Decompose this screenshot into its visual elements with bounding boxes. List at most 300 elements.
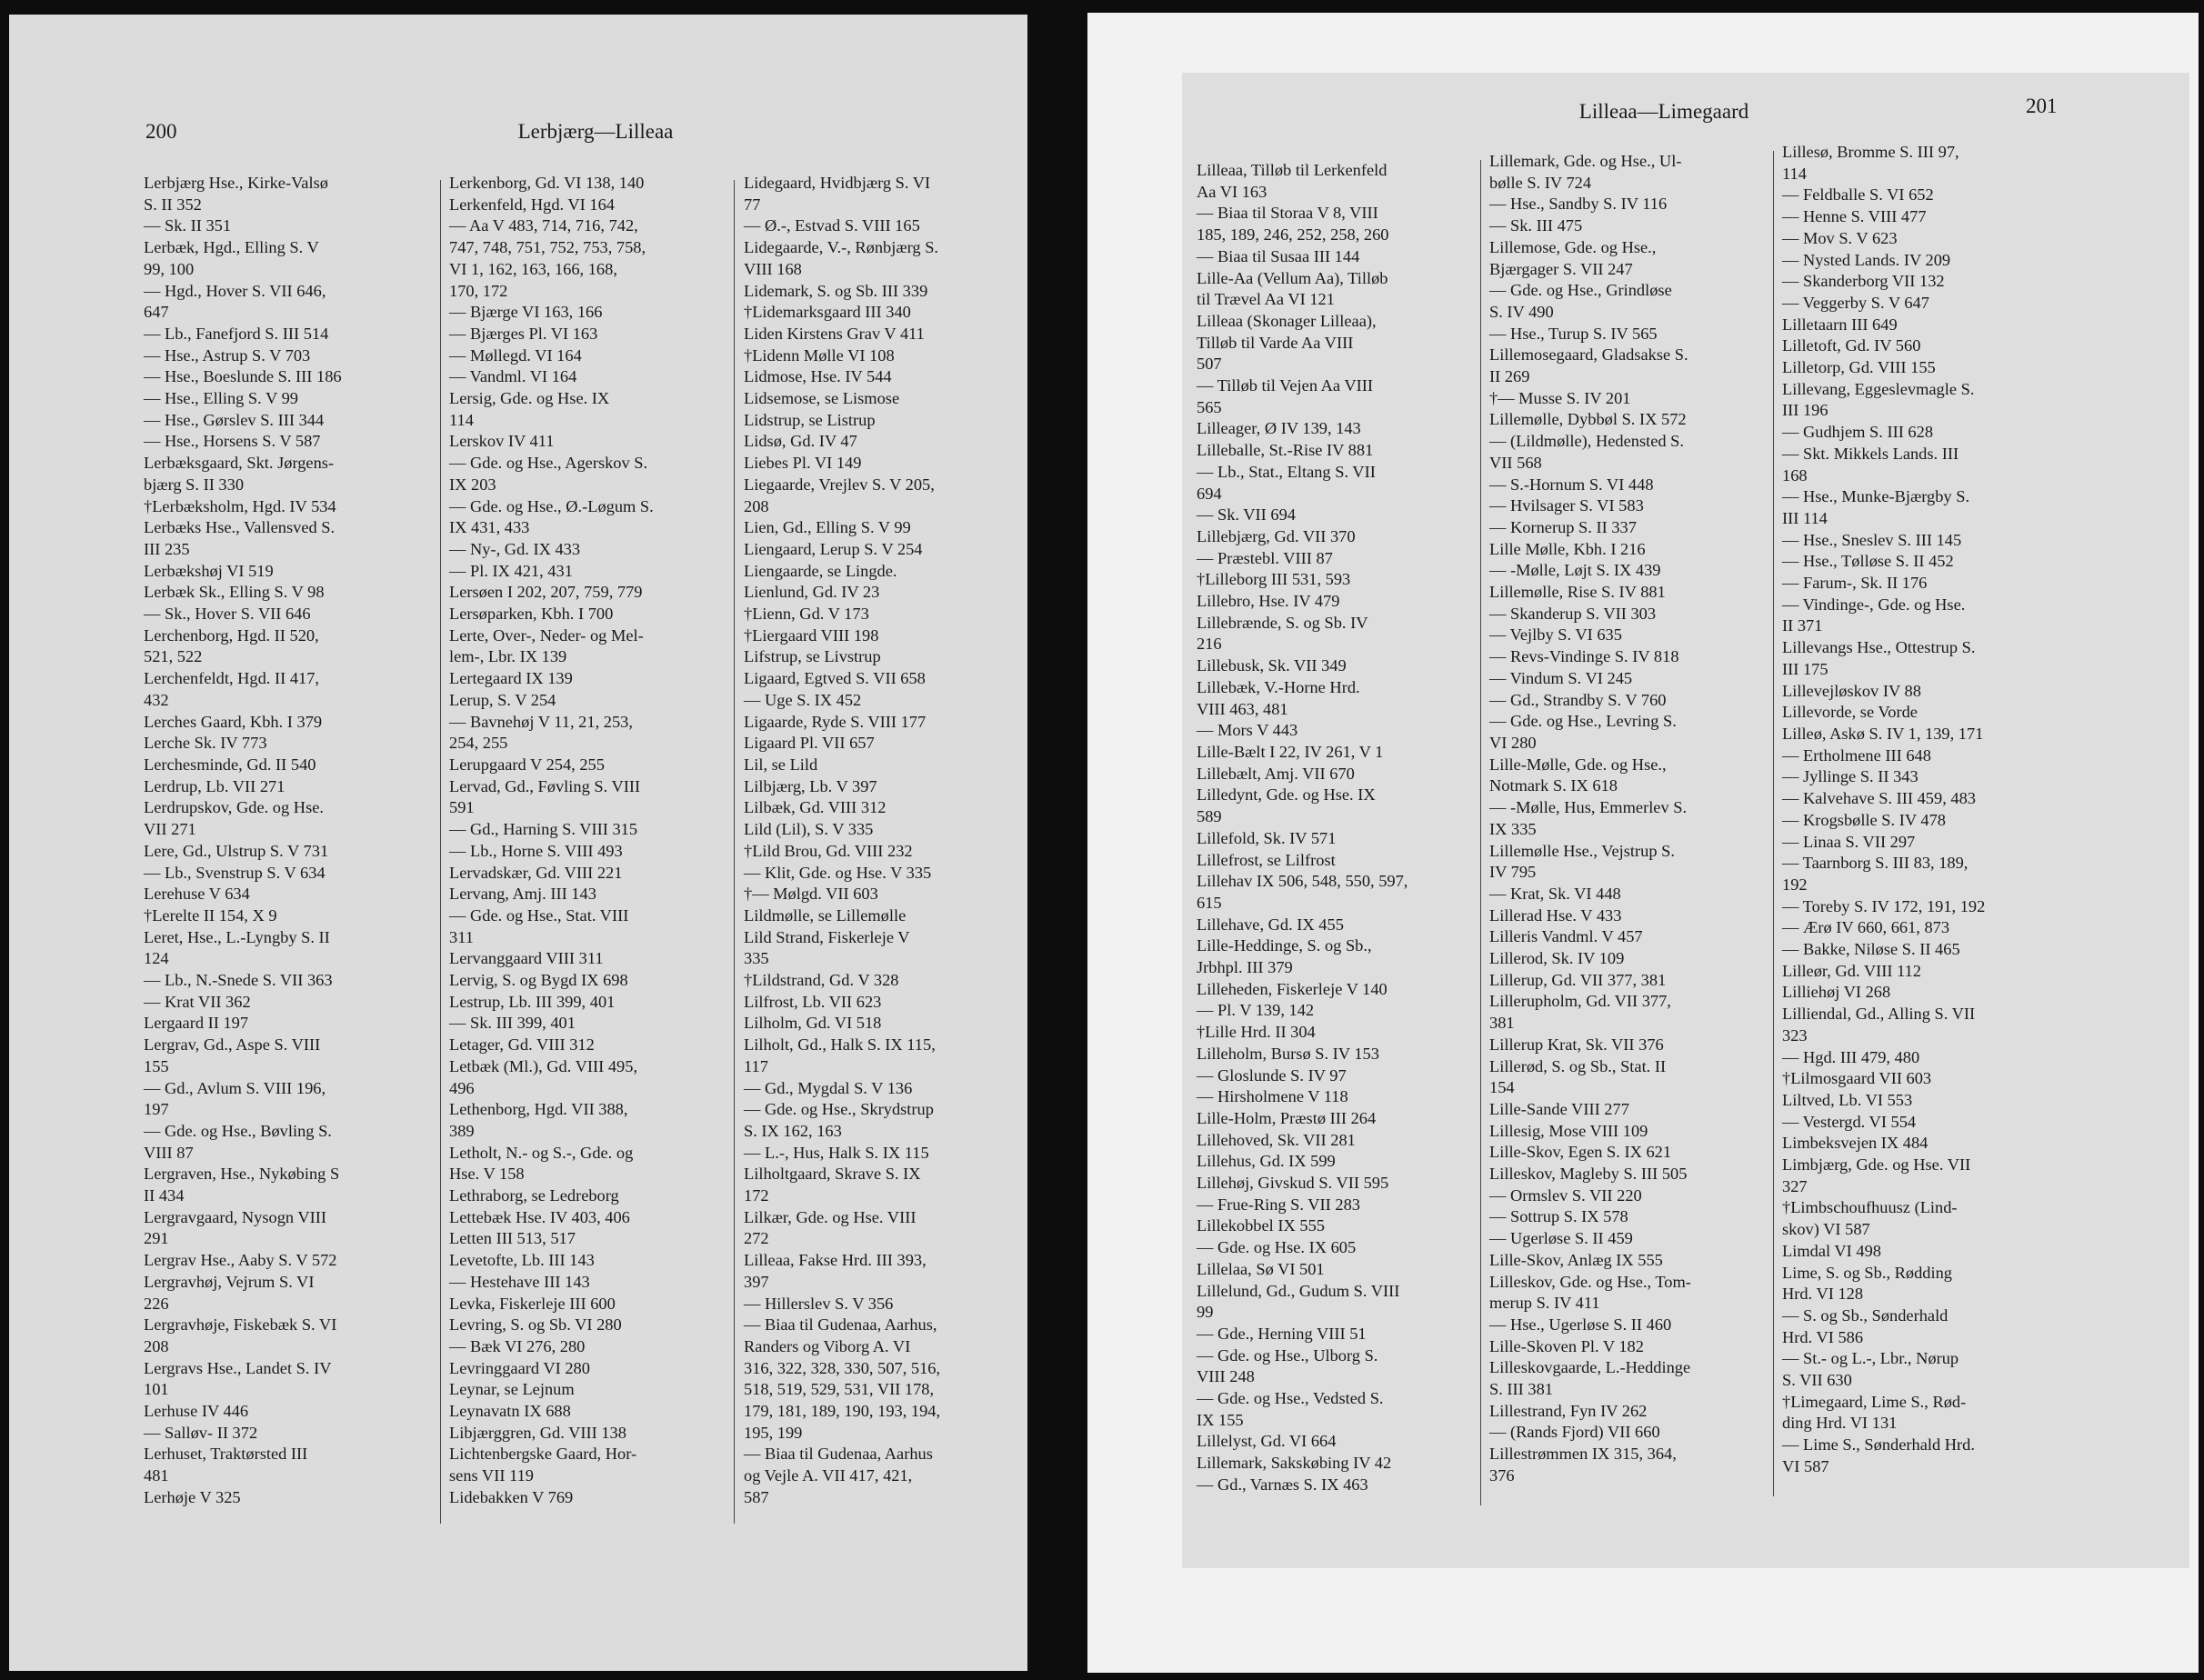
index-line: Lilleskov, Magleby S. III 505 — [1489, 1165, 1688, 1184]
index-line: Lillefold, Sk. IV 571 — [1197, 828, 1337, 847]
index-line: Lillemark, Sakskøbing IV 42 — [1197, 1454, 1392, 1473]
index-line: Letbæk (Ml.), Gd. VIII 495, — [449, 1056, 638, 1075]
index-line: Lillehave, Gd. IX 455 — [1197, 915, 1344, 934]
index-line: Lillehøj, Givskud S. VII 595 — [1197, 1174, 1389, 1193]
index-line: Lille-Skov, Anlæg IX 555 — [1489, 1250, 1663, 1269]
index-line: Lerehuse V 634 — [144, 885, 250, 904]
index-line: 647 — [144, 303, 169, 322]
index-line: — Gde. og Hse., Skrydstrup — [744, 1100, 934, 1119]
index-line: Lild Strand, Fiskerleje V — [744, 927, 910, 946]
index-line: Lilledynt, Gde. og Hse. IX — [1197, 785, 1376, 805]
running-header: Lerbjærg—Lilleaa — [517, 120, 674, 143]
index-line: Liengaarde, se Lingde. — [744, 561, 897, 580]
index-line: 615 — [1197, 893, 1222, 912]
index-line: — Biaa til Gudenaa, Aarhus — [744, 1445, 933, 1464]
index-line: Lille-Bælt I 22, IV 261, V 1 — [1197, 742, 1384, 761]
index-line: Lillemølle Hse., Vejstrup S. — [1489, 841, 1675, 860]
index-line: — Ugerløse S. II 459 — [1489, 1229, 1633, 1248]
index-line: Lillerup, Gd. VII 377, 381 — [1489, 970, 1667, 989]
index-line: — Gde. og Hse., Grindløse — [1489, 281, 1672, 300]
left-page — [9, 15, 1027, 1671]
index-line: Lethenborg, Hgd. VII 388, — [449, 1100, 628, 1119]
index-line: Lilleballe, St.-Rise IV 881 — [1197, 441, 1374, 460]
index-line: — Hgd., Hover S. VII 646, — [144, 281, 326, 300]
index-column-2 — [449, 173, 654, 1509]
index-line: — Hestehave III 143 — [449, 1272, 590, 1291]
index-line: Lergravgaard, Nysogn VIII — [144, 1207, 327, 1226]
index-line: Lerbæks Hse., Vallensved S. — [144, 518, 336, 537]
index-line: Levetofte, Lb. III 143 — [449, 1251, 595, 1270]
index-line: — Hse., Munke-Bjærgby S. — [1782, 487, 1970, 506]
index-line: Lerhuset, Traktørsted III — [144, 1445, 308, 1464]
index-line: Lerchenfeldt, Hgd. II 417, — [144, 669, 320, 688]
index-line: Aa VI 163 — [1197, 182, 1267, 201]
index-line: Lerupgaard V 254, 255 — [449, 755, 605, 774]
index-line: — Bavnehøj V 11, 21, 253, — [449, 712, 633, 731]
index-line: — Kornerup S. II 337 — [1489, 517, 1637, 536]
running-header: Lilleaa—Limegaard — [1578, 100, 1749, 123]
index-line: Lestrup, Lb. III 399, 401 — [449, 992, 616, 1011]
index-line: 591 — [449, 798, 475, 817]
index-line: — Ormslev S. VII 220 — [1489, 1185, 1642, 1205]
index-line: — Sk. II 351 — [144, 216, 232, 235]
index-line: og Vejle A. VII 417, 421, — [744, 1466, 913, 1485]
index-line: Lergravs Hse., Landet S. IV — [144, 1358, 332, 1377]
index-line: Tilløb til Varde Aa VIII — [1197, 333, 1354, 352]
index-line: Lidstrup, se Listrup — [744, 410, 876, 429]
index-line: — -Mølle, Hus, Emmerlev S. — [1489, 798, 1688, 817]
index-line: — Skt. Mikkels Lands. III — [1782, 444, 1959, 463]
index-line: — Gde., Herning VIII 51 — [1197, 1324, 1367, 1343]
index-line: Limdal VI 498 — [1782, 1241, 1881, 1260]
index-line: Lien, Gd., Elling S. V 99 — [744, 518, 911, 537]
index-line: — Salløv- II 372 — [144, 1423, 258, 1442]
index-line: Lilleskovgaarde, L.-Heddinge — [1489, 1358, 1691, 1377]
index-line: IV 795 — [1489, 863, 1537, 882]
index-line: Lergaard II 197 — [144, 1014, 249, 1033]
index-column-3 — [1782, 142, 1985, 1478]
index-line: — Hse., Astrup S. V 703 — [144, 345, 311, 365]
index-line: — Hgd. III 479, 480 — [1782, 1047, 1920, 1066]
index-line: Lillemark, Gde. og Hse., Ul- — [1489, 152, 1682, 170]
index-line: Lilbjærg, Lb. V 397 — [744, 776, 877, 795]
index-line: Lime, S. og Sb., Rødding — [1782, 1263, 1952, 1282]
index-line: Leynar, se Lejnum — [449, 1380, 575, 1399]
index-line: Hrd. VI 586 — [1782, 1327, 1864, 1346]
index-line: 432 — [144, 690, 169, 709]
index-line: lem-, Lbr. IX 139 — [449, 647, 567, 666]
index-line: 170, 172 — [449, 281, 508, 300]
index-line: 99, 100 — [144, 259, 195, 278]
index-line: — Pl. IX 421, 431 — [449, 561, 573, 580]
index-line: Lergravhøj, Vejrum S. VI — [144, 1272, 315, 1291]
index-line: Lervig, S. og Bygd IX 698 — [449, 971, 628, 990]
index-line: — Gd., Varnæs S. IX 463 — [1197, 1475, 1368, 1494]
index-line: Lersig, Gde. og Hse. IX — [449, 389, 610, 408]
index-line: Lidegaarde, V.-, Rønbjærg S. — [744, 238, 939, 257]
index-line: — (Lildmølle), Hedensted S. — [1489, 432, 1685, 451]
index-line: Hrd. VI 128 — [1782, 1285, 1864, 1304]
index-line: 587 — [744, 1487, 769, 1506]
index-line: Lilleskov, Gde. og Hse., Tom- — [1489, 1272, 1691, 1291]
index-line: 694 — [1197, 484, 1222, 503]
index-line: 376 — [1489, 1465, 1515, 1485]
index-line: Lille-Skoven Pl. V 182 — [1489, 1336, 1644, 1355]
index-line: Liden Kirstens Grav V 411 — [744, 324, 925, 343]
index-line: Lilleris Vandml. V 457 — [1489, 927, 1643, 946]
index-line: Lerchenborg, Hgd. II 520, — [144, 625, 319, 645]
index-line: — Taarnborg S. III 83, 189, — [1782, 854, 1969, 873]
index-line: Lillesig, Mose VIII 109 — [1489, 1121, 1648, 1140]
index-line: Lerbækshøj VI 519 — [144, 561, 274, 580]
index-line: 197 — [144, 1100, 169, 1119]
index-line: — Lb., Horne S. VIII 493 — [449, 841, 623, 860]
index-line: — Ertholmene III 648 — [1782, 745, 1931, 765]
index-line: — S.-Hornum S. VI 448 — [1489, 475, 1654, 494]
index-line: Lervad, Gd., Føvling S. VIII — [449, 776, 641, 795]
index-line: Ligaard Pl. VII 657 — [744, 734, 875, 753]
index-line: Lillehoved, Sk. VII 281 — [1197, 1130, 1356, 1149]
index-line: — Jyllinge S. II 343 — [1782, 767, 1918, 786]
index-line: Lillebjærg, Gd. VII 370 — [1197, 526, 1356, 545]
index-line: bølle S. IV 724 — [1489, 173, 1592, 192]
index-line: Lilbæk, Gd. VIII 312 — [744, 798, 887, 817]
index-line: Lerkenborg, Gd. VI 138, 140 — [449, 174, 645, 192]
index-line: 168 — [1782, 465, 1808, 485]
index-line: Lillevejløskov IV 88 — [1782, 681, 1921, 700]
index-line: Lilleaa, Tilløb til Lerkenfeld — [1197, 161, 1388, 179]
index-line: til Trævel Aa VI 121 — [1197, 290, 1335, 309]
index-line: — Hse., Tølløse S. II 452 — [1782, 552, 1954, 571]
index-column-1 — [144, 173, 342, 1509]
index-line: Lillemosegaard, Gladsakse S. — [1489, 345, 1688, 365]
index-line: — Gd., Mygdal S. V 136 — [744, 1078, 913, 1097]
index-line: Lichtenbergske Gaard, Hor- — [449, 1445, 637, 1464]
index-line: — Kalvehave S. III 459, 483 — [1782, 789, 1976, 808]
index-line: Lillerød, S. og Sb., Stat. II — [1489, 1056, 1667, 1075]
index-line: III 175 — [1782, 659, 1828, 678]
index-line: Ligaarde, Ryde S. VIII 177 — [744, 712, 927, 731]
index-line: Lerkenfeld, Hgd. VI 164 — [449, 195, 615, 214]
index-line: Lergrav, Gd., Aspe S. VIII — [144, 1035, 321, 1055]
index-line: — Krogsbølle S. IV 478 — [1782, 810, 1946, 829]
index-line: — (Rands Fjord) VII 660 — [1489, 1423, 1660, 1442]
index-line: — Krat, Sk. VI 448 — [1489, 884, 1621, 903]
index-line: †Lidemarksgaard III 340 — [744, 303, 911, 322]
index-line: — Gde. og Hse., Agerskov S. — [449, 454, 648, 473]
index-line: †Limbschoufhuusz (Lind- — [1782, 1198, 1958, 1217]
index-line: †— Musse S. IV 201 — [1489, 388, 1631, 407]
index-line: Lervanggaard VIII 311 — [449, 949, 604, 968]
index-line: — Hillerslev S. V 356 — [744, 1294, 894, 1313]
index-line: 195, 199 — [744, 1423, 803, 1442]
index-line: Liegaarde, Vrejlev S. V 205, — [744, 475, 935, 494]
column-divider — [1773, 151, 1774, 1496]
index-line: Libjærggren, Gd. VIII 138 — [449, 1423, 626, 1442]
index-line: — Vejlby S. VI 635 — [1489, 625, 1622, 645]
index-line: — Lime S., Sønderhald Hrd. — [1782, 1435, 1975, 1455]
index-line: — Bæk VI 276, 280 — [449, 1336, 586, 1355]
index-line: †Limegaard, Lime S., Rød- — [1782, 1392, 1967, 1411]
index-line: 192 — [1782, 875, 1808, 894]
index-line: VII 568 — [1489, 453, 1542, 472]
index-line: — Møllegd. VI 164 — [449, 345, 582, 365]
index-line: 272 — [744, 1229, 769, 1248]
index-line: 747, 748, 751, 752, 753, 758, — [449, 238, 646, 257]
index-line: Randers og Viborg A. VI — [744, 1336, 911, 1355]
index-line: — Nysted Lands. IV 209 — [1782, 250, 1951, 269]
index-line: Lettebæk Hse. IV 403, 406 — [449, 1207, 630, 1226]
index-line: — Gde. og Hse., Levring S. — [1489, 712, 1677, 731]
index-line: Lergraven, Hse., Nykøbing S — [144, 1165, 340, 1184]
index-line: 226 — [144, 1294, 169, 1313]
index-line: — Gde. og Hse., Stat. VIII — [449, 905, 629, 925]
index-line: 114 — [1782, 164, 1807, 183]
index-line: 208 — [744, 496, 769, 515]
index-line: Lidemark, S. og Sb. III 339 — [744, 281, 928, 300]
index-line: IX 335 — [1489, 819, 1537, 838]
index-line: Lille-Heddinge, S. og Sb., — [1197, 936, 1372, 955]
index-line: S. IV 490 — [1489, 302, 1554, 321]
index-line: Lerches Gaard, Kbh. I 379 — [144, 712, 323, 731]
index-line: — Farum-, Sk. II 176 — [1782, 574, 1928, 593]
index-line: Lilleaa (Skonager Lilleaa), — [1197, 311, 1377, 330]
index-line: — Hse., Sneslev S. III 145 — [1782, 530, 1962, 549]
index-line: Limbjærg, Gde. og Hse. VII — [1782, 1155, 1971, 1175]
column-divider — [734, 180, 735, 1524]
index-line: — Henne S. VIII 477 — [1782, 207, 1927, 226]
index-line: Lillevangs Hse., Ottestrup S. — [1782, 638, 1976, 657]
index-line: 216 — [1197, 635, 1222, 654]
index-line: — Gd., Harning S. VIII 315 — [449, 820, 638, 839]
index-line: †Lerelte II 154, X 9 — [144, 905, 277, 925]
index-line: — Hse., Ugerløse S. II 460 — [1489, 1315, 1672, 1334]
index-line: 154 — [1489, 1078, 1515, 1097]
index-line: Levka, Fiskerleje III 600 — [449, 1294, 616, 1313]
index-line: Lidegaard, Hvidbjærg S. VI — [744, 174, 931, 192]
page-number: 201 — [2026, 95, 2058, 117]
index-line: — Hse., Boeslunde S. III 186 — [144, 367, 342, 386]
index-line: — Tilløb til Vejen Aa VIII — [1197, 376, 1373, 395]
index-line: — Lb., Svenstrup S. V 634 — [144, 863, 326, 882]
index-line: Lillemølle, Dybbøl S. IX 572 — [1489, 410, 1687, 429]
index-line: 291 — [144, 1229, 169, 1248]
index-line: — Hse., Turup S. IV 565 — [1489, 324, 1658, 343]
column-divider — [1480, 160, 1481, 1505]
index-line: Lillekobbel IX 555 — [1197, 1216, 1325, 1235]
index-line: — S. og Sb., Sønderhald — [1782, 1305, 1949, 1325]
index-line: Letager, Gd. VIII 312 — [449, 1035, 595, 1055]
index-line: sens VII 119 — [449, 1466, 534, 1485]
index-line: — St.- og L.-, Lbr., Nørup — [1782, 1349, 1959, 1368]
index-line: 99 — [1197, 1303, 1214, 1322]
index-line: — Biaa til Storaa V 8, VIII — [1197, 204, 1378, 223]
index-line: Lethraborg, se Ledreborg — [449, 1186, 619, 1205]
index-line: †Lerbæksholm, Hgd. IV 534 — [144, 496, 336, 515]
index-line: Lilliehøj VI 268 — [1782, 983, 1891, 1002]
index-line: Lille-Holm, Præstø III 264 — [1197, 1108, 1377, 1127]
index-line: 155 — [144, 1056, 169, 1075]
index-line: †Lild Brou, Gd. VIII 232 — [744, 841, 913, 860]
index-line: — Gde. og Hse., Ulborg S. — [1197, 1345, 1378, 1365]
index-line: VIII 463, 481 — [1197, 699, 1288, 718]
index-line: †Lildstrand, Gd. V 328 — [744, 971, 899, 990]
index-line: Lilleø, Askø S. IV 1, 139, 171 — [1782, 724, 1984, 743]
index-line: Lerbæk Sk., Elling S. V 98 — [144, 583, 325, 602]
index-line: bjærg S. II 330 — [144, 475, 245, 494]
index-line: Lilletorp, Gd. VIII 155 — [1782, 358, 1936, 377]
index-line: Lillevorde, se Vorde — [1782, 703, 1918, 722]
index-line: VIII 168 — [744, 259, 802, 278]
index-line: 518, 519, 529, 531, VII 178, — [744, 1380, 935, 1399]
index-line: Lillelyst, Gd. VI 664 — [1197, 1432, 1337, 1451]
index-line: Lervang, Amj. III 143 — [449, 885, 596, 904]
index-line: — Skanderborg VII 132 — [1782, 272, 1945, 291]
index-line: 208 — [144, 1336, 169, 1355]
index-line: Lilholtgaard, Skrave S. IX — [744, 1165, 921, 1184]
index-line: — Uge S. IX 452 — [744, 690, 862, 709]
index-line: Levringgaard VI 280 — [449, 1358, 590, 1377]
index-line: Limbeksvejen IX 484 — [1782, 1134, 1928, 1153]
index-line: Lerbæksgaard, Skt. Jørgens- — [144, 454, 335, 473]
index-line: Lillelaa, Sø VI 501 — [1197, 1259, 1325, 1278]
index-line: 254, 255 — [449, 734, 508, 753]
index-line: †— Mølgd. VII 603 — [744, 885, 878, 904]
index-line: Lidmose, Hse. IV 544 — [744, 367, 892, 386]
index-line: Leret, Hse., L.-Lyngby S. II — [144, 927, 330, 946]
index-line: Lilkær, Gde. og Hse. VIII — [744, 1207, 917, 1226]
index-line: Lidebakken V 769 — [449, 1487, 574, 1506]
index-line: VIII 87 — [144, 1143, 194, 1162]
index-line: — Ærø IV 660, 661, 873 — [1782, 918, 1950, 937]
index-line: †Lidenn Mølle VI 108 — [744, 345, 895, 365]
index-line: — Sk. III 475 — [1489, 216, 1583, 235]
index-line: — Sk. VII 694 — [1197, 505, 1296, 525]
index-line: — Hse., Gørslev S. III 344 — [144, 410, 325, 429]
index-line: Lilfrost, Lb. VII 623 — [744, 992, 882, 1011]
index-line: VII 271 — [144, 820, 196, 839]
index-line: Lergravhøje, Fiskebæk S. VI — [144, 1315, 337, 1335]
index-line: 381 — [1489, 1014, 1515, 1033]
index-line: Ligaard, Egtved S. VII 658 — [744, 669, 926, 688]
index-line: Lillemose, Gde. og Hse., — [1489, 237, 1657, 256]
index-line: II 371 — [1782, 616, 1823, 635]
index-line: Lillehus, Gd. IX 599 — [1197, 1152, 1336, 1171]
index-line: Lillerod, Sk. IV 109 — [1489, 949, 1625, 968]
index-line: S. III 381 — [1489, 1380, 1553, 1399]
index-line: 185, 189, 246, 252, 258, 260 — [1197, 225, 1389, 245]
index-line: — Frue-Ring S. VII 283 — [1197, 1195, 1360, 1214]
index-line: — Gde. og Hse., Vedsted S. — [1197, 1389, 1384, 1408]
index-line: Lerte, Over-, Neder- og Mel- — [449, 625, 644, 645]
index-line: Lille-Aa (Vellum Aa), Tilløb — [1197, 268, 1388, 287]
index-line: 496 — [449, 1078, 475, 1097]
index-line: Lillerad Hse. V 433 — [1489, 905, 1622, 925]
index-line: Lerskov IV 411 — [449, 432, 555, 451]
page-number: 200 — [145, 120, 177, 143]
index-line: 117 — [744, 1056, 768, 1075]
index-line: Lillebrænde, S. og Sb. IV — [1197, 613, 1368, 632]
index-line: — Klit, Gde. og Hse. V 335 — [744, 863, 932, 882]
index-line: Lil, se Lild — [744, 755, 818, 774]
index-column-1 — [1197, 160, 1408, 1496]
index-line: III 196 — [1782, 401, 1828, 420]
index-line: Lilleager, Ø IV 139, 143 — [1197, 419, 1361, 438]
index-column-2 — [1489, 151, 1691, 1487]
index-line: Lille-Skov, Egen S. IX 621 — [1489, 1143, 1672, 1162]
index-line: — Bjærges Pl. VI 163 — [449, 324, 598, 343]
index-line: 389 — [449, 1121, 475, 1140]
index-line: — Sottrup S. IX 578 — [1489, 1207, 1628, 1226]
index-line: III 114 — [1782, 508, 1828, 527]
index-line: S. IX 162, 163 — [744, 1121, 842, 1140]
index-line: Lillerupholm, Gd. VII 377, — [1489, 992, 1671, 1011]
index-line: Lilholm, Gd. VI 518 — [744, 1014, 882, 1033]
index-line: — Gde. og Hse. IX 605 — [1197, 1238, 1357, 1257]
index-line: II 269 — [1489, 367, 1530, 386]
index-line: 565 — [1197, 397, 1222, 416]
index-line: 335 — [744, 949, 769, 968]
index-line: — Hse., Sandby S. IV 116 — [1489, 195, 1668, 214]
index-line: IX 155 — [1197, 1410, 1244, 1429]
index-line: 316, 322, 328, 330, 507, 516, — [744, 1358, 941, 1377]
index-line: Lersøen I 202, 207, 759, 779 — [449, 583, 643, 602]
index-line: 327 — [1782, 1176, 1808, 1195]
index-line: 397 — [744, 1272, 769, 1291]
index-line: Lilholt, Gd., Halk S. IX 115, — [744, 1035, 936, 1055]
index-line: — Gudhjem S. III 628 — [1782, 423, 1934, 442]
index-line: Letten III 513, 517 — [449, 1229, 576, 1248]
index-line: Lillehav IX 506, 548, 550, 597, — [1197, 872, 1408, 891]
index-line: Lillebusk, Sk. VII 349 — [1197, 656, 1347, 675]
index-line: — Revs-Vindinge S. IV 818 — [1489, 647, 1679, 666]
index-line: Lille-Sande VIII 277 — [1489, 1099, 1629, 1118]
index-line: — Aa V 483, 714, 716, 742, — [449, 216, 638, 235]
index-line: Lillelund, Gd., Gudum S. VIII — [1197, 1281, 1400, 1300]
index-column-3 — [744, 173, 940, 1509]
index-line: — Hse., Elling S. V 99 — [144, 389, 298, 408]
index-line: Lilleheden, Fiskerleje V 140 — [1197, 979, 1388, 998]
index-line: II 434 — [144, 1186, 185, 1205]
index-line: — Toreby S. IV 172, 191, 192 — [1782, 896, 1986, 915]
index-line: — Lb., Stat., Eltang S. VII — [1197, 462, 1376, 481]
index-line: merup S. IV 411 — [1489, 1294, 1600, 1313]
index-line: — Lb., N.-Snede S. VII 363 — [144, 971, 333, 990]
index-line: Lillemølle, Rise S. IV 881 — [1489, 583, 1666, 602]
index-line: Lild (Lil), S. V 335 — [744, 820, 874, 839]
index-line: 521, 522 — [144, 647, 203, 666]
index-line: Lillestrømmen IX 315, 364, — [1489, 1445, 1677, 1464]
index-line: VIII 248 — [1197, 1367, 1255, 1386]
index-line: 124 — [144, 949, 169, 968]
index-line: — Gde. og Hse., Bøvling S. — [144, 1121, 332, 1140]
index-line: Lillebælt, Amj. VII 670 — [1197, 764, 1355, 783]
index-line: 179, 181, 189, 190, 193, 194, — [744, 1402, 941, 1421]
index-line: Lidsemose, se Lismose — [744, 389, 900, 408]
index-line: Lillesø, Bromme S. III 97, — [1782, 143, 1959, 161]
index-line: — Vindinge-, Gde. og Hse. — [1782, 595, 1966, 614]
index-line: — -Mølle, Løjt S. IX 439 — [1489, 561, 1661, 580]
index-line: Lerhuse IV 446 — [144, 1402, 249, 1421]
index-line: Lille Mølle, Kbh. I 216 — [1489, 539, 1646, 558]
index-line: 101 — [144, 1380, 169, 1399]
index-line: — Vindum S. VI 245 — [1489, 668, 1633, 687]
index-line: Notmark S. IX 618 — [1489, 776, 1618, 795]
index-line: — Lb., Fanefjord S. III 514 — [144, 324, 329, 343]
index-line: Bjærgager S. VII 247 — [1489, 259, 1633, 278]
index-line: Lilleaa, Fakse Hrd. III 393, — [744, 1251, 927, 1270]
index-line: III 235 — [144, 539, 190, 558]
